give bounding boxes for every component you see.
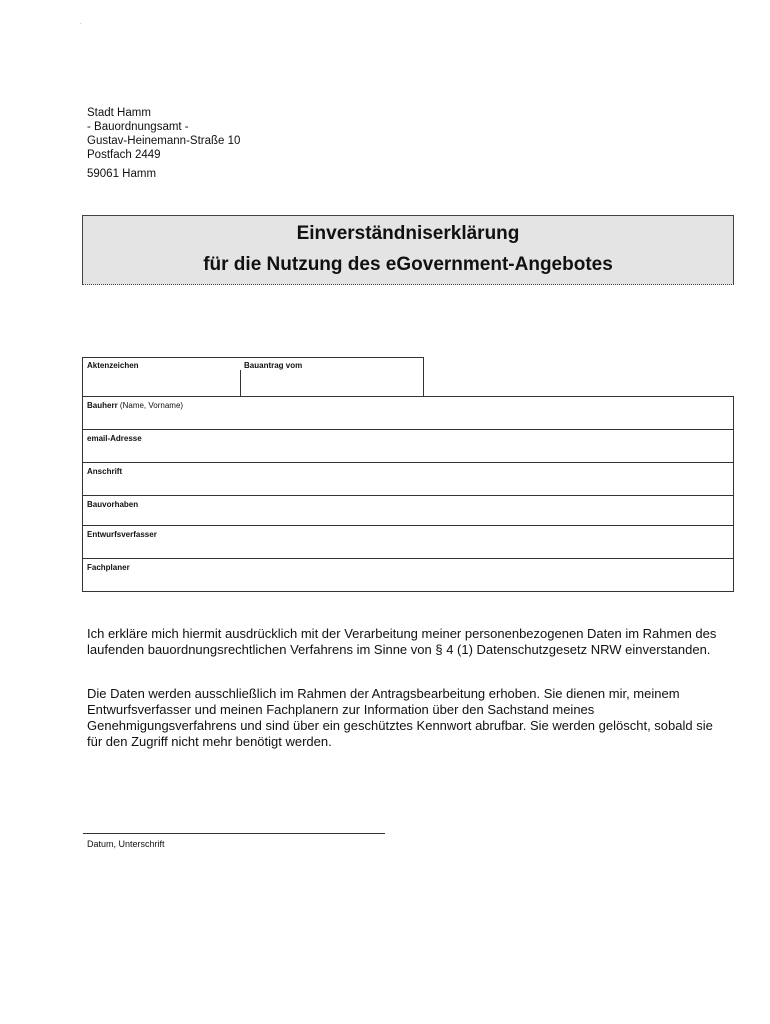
form-row-bauvorhaben[interactable] [82, 495, 734, 525]
application-form [82, 357, 734, 592]
signature-label: Datum, Unterschrift [87, 839, 165, 849]
address-line-pobox: Postfach 2449 [87, 149, 161, 161]
address-line-office: - Bauordnungsamt - [87, 121, 189, 133]
bauherr-label-text: Bauherr [87, 401, 118, 410]
recipient-address [87, 106, 240, 181]
consent-paragraph: Ich erkläre mich hiermit ausdrücklich mit der Verarbeitung meiner personenbezogenen Daten im Rahmen des laufenden bauordnungsrechtlichen Verfahrens im Sinne von § 4 (1) Datenschutzgesetz NRW einverstanden. [87, 626, 717, 657]
document-title: Einverständniserklärung [296, 223, 520, 244]
email-label: email-Adresse [87, 434, 142, 443]
bauvorhaben-label: Bauvorhaben [87, 500, 139, 509]
form-row-anschrift[interactable] [82, 462, 734, 495]
bauherr-hint: (Name, Vorname) [119, 401, 184, 410]
form-row-reference [82, 357, 424, 396]
corner-mark: . [80, 20, 82, 26]
bauantrag-label: Bauantrag vom [244, 361, 303, 370]
address-line-city: Stadt Hamm [87, 107, 151, 119]
address-line-zip: 59061 Hamm [87, 168, 157, 180]
entwurfsverfasser-label: Entwurfsverfasser [87, 530, 157, 539]
form-row-entwurfsverfasser[interactable] [82, 525, 734, 558]
aktenzeichen-label: Aktenzeichen [87, 361, 139, 370]
signature-line[interactable] [83, 833, 385, 834]
document-subtitle: für die Nutzung des eGovernment-Angebotes [203, 254, 613, 275]
bauherr-label [87, 401, 183, 410]
form-row-bauherr[interactable] [82, 396, 734, 429]
data-usage-paragraph: Die Daten werden ausschließlich im Rahmen der Antragsbearbeitung erhoben. Sie dienen mir, meinem Entwurfsverfasser und meinen Fachplanern zur Information über den Sachstand meines Genehmigungsverfahrens und sind über ein geschütztes Kennwort abrufbar. Sie werden gelöscht, sobald sie für den Zugriff nicht mehr benötigt werden. [87, 686, 713, 749]
form-row-email[interactable] [82, 429, 734, 462]
address-line-street: Gustav-Heinemann-Straße 10 [87, 135, 241, 147]
anschrift-label: Anschrift [87, 467, 123, 476]
title-box [82, 215, 734, 285]
cell-divider [240, 370, 241, 396]
form-row-fachplaner[interactable] [82, 558, 734, 592]
fachplaner-label: Fachplaner [87, 563, 130, 572]
